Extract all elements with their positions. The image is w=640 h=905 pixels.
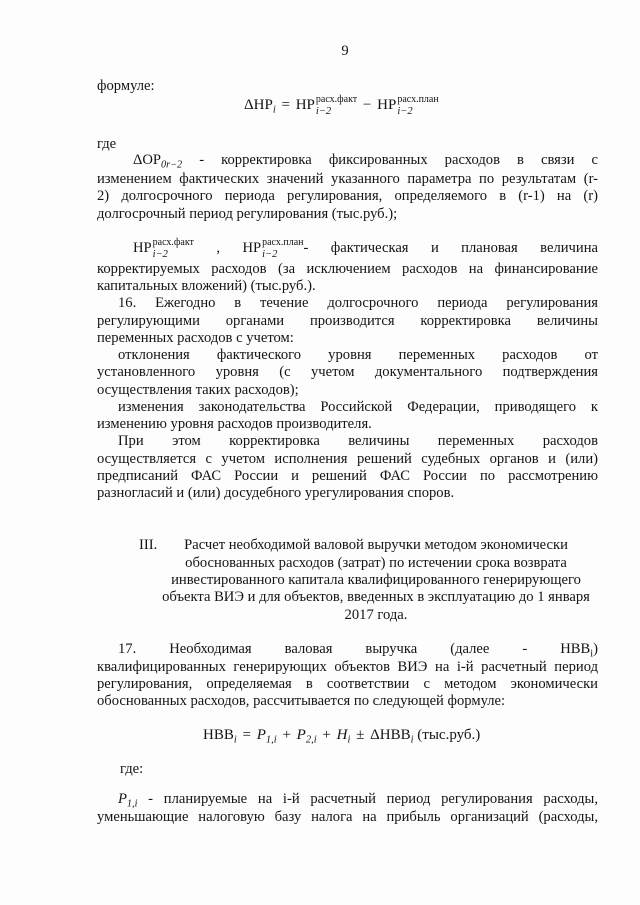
text-line: установленного уровня (с учетом документального подтверждения	[97, 364, 598, 380]
clause-text: 17. Необходимая валовая выручка (далее - НВВ	[118, 641, 591, 657]
formula-symbol: НР	[133, 240, 152, 256]
where-label: где:	[120, 761, 144, 777]
text-line	[133, 237, 598, 261]
text-line: 2) долгосрочного периода регулирования, определяемого в (r-1) на (r)	[97, 188, 598, 204]
heading-line: Расчет необходимой валовой выручки методом экономически	[184, 537, 568, 553]
formula-subscript: i−2	[262, 249, 278, 260]
formula-superscript: расх.план	[397, 94, 439, 105]
separator: ,	[216, 240, 221, 256]
text-line: квалифицированных генерирующих объектов ВИЭ на i-й расчетный период	[97, 659, 598, 675]
formula-subscript: i	[272, 104, 276, 116]
formula-subscript: i	[347, 734, 351, 746]
formula-symbol: ΔНР	[244, 97, 273, 113]
formula-symbol: Р	[256, 727, 266, 743]
text-line: регулирующими органами производится корректировка величины	[97, 313, 598, 329]
formula-symbol: ΔНВВ	[370, 727, 411, 743]
text-line: изменения законодательства Российской Федерации, приводящего к	[118, 399, 598, 415]
heading-line: обоснованных расходов (затрат) по истечении срока возврата	[185, 555, 567, 571]
formula-subscript: i−2	[397, 106, 413, 117]
heading-line: 2017 года.	[344, 607, 408, 623]
definition-text: - фактическая и плановая величина	[303, 240, 598, 256]
formula-superscript: расх.факт	[315, 94, 358, 105]
text-line: изменением фактических значений указанного параметра по результатам (r-	[97, 171, 598, 187]
formula-subscript: 2,i	[305, 734, 317, 746]
text-line: осуществления таких расходов);	[97, 382, 299, 398]
formula-operator: ±	[356, 727, 365, 743]
clause-text: )	[593, 641, 598, 657]
section-numeral: III.	[139, 537, 158, 553]
formula-subscript: i−2	[152, 249, 168, 260]
text-line	[118, 641, 598, 658]
formula-subscript: i	[233, 734, 237, 746]
text-line: переменных расходов с учетом:	[97, 330, 294, 346]
formula-index-stack	[262, 237, 303, 261]
formula-symbol: ΔОР	[133, 152, 162, 168]
formula-subscript: 1,i	[265, 734, 277, 746]
formula-superscript: расх.план	[262, 237, 304, 248]
text-line: капитальных вложений) (тыс.руб.).	[97, 278, 316, 294]
text-line: корректируемых расходов (за исключением расходов на финансирование	[97, 261, 598, 277]
formula-operator: =	[242, 727, 251, 743]
formula-symbol: НР	[295, 97, 315, 113]
formula-operator: −	[362, 97, 372, 113]
formula-operator: +	[322, 727, 331, 743]
formula-index-stack	[316, 94, 357, 118]
formula-operator: =	[281, 97, 290, 113]
definition-text: - планируемые на i-й расчетный период регулирования расходы,	[148, 791, 598, 807]
formula-unit: (тыс.руб.)	[417, 727, 481, 743]
heading-line: объекта ВИЭ и для объектов, введенных в эксплуатацию до 1 января	[162, 589, 590, 605]
text-line: отклонения фактического уровня переменных расходов от	[118, 347, 598, 363]
formula-subscript: 1,i	[126, 798, 138, 810]
text-line: обоснованных расходов, рассчитывается по следующей формуле:	[97, 693, 506, 709]
page-number: 9	[341, 43, 349, 59]
text-line	[133, 152, 598, 169]
text-line: долгосрочный период регулирования (тыс.руб.);	[97, 206, 398, 222]
text-line: 16. Ежегодно в течение долгосрочного периода регулирования	[118, 295, 598, 311]
formula-operator: +	[282, 727, 291, 743]
formula-delta-hr	[244, 94, 544, 118]
text-line: предписаний ФАС России и решений ФАС России по рассмотрению	[97, 468, 598, 484]
text-line: регулирования, определяемая в соответствии с методом экономически	[97, 676, 598, 692]
text-line: осуществляется с учетом исполнения решений судебных органов и (или)	[97, 451, 598, 467]
formula-index-stack	[397, 94, 438, 118]
text-line: разногласий и (или) досудебного урегулирования споров.	[97, 485, 455, 501]
definition-text: - корректировка фиксированных расходов в связи с	[199, 152, 598, 168]
formula-symbol: Р	[296, 727, 306, 743]
formula-subscript: 0r−2	[161, 159, 183, 171]
formula-symbol: Н	[336, 727, 348, 743]
formula-symbol: НР	[242, 240, 262, 256]
formula-subscript: i−2	[315, 106, 332, 117]
text-line: изменению уровня расходов производителя.	[97, 416, 372, 432]
formula-symbol: Р	[118, 791, 127, 807]
formula-superscript: расх.факт	[152, 237, 194, 248]
text-line: уменьшающие налоговую базу налога на прибыль организаций (расходы,	[97, 809, 598, 825]
formula-intro-text: формуле:	[97, 78, 155, 94]
formula-symbol: НР	[377, 97, 397, 113]
formula-subscript: i	[590, 648, 594, 660]
text-line	[118, 791, 598, 808]
where-label: где	[97, 136, 117, 152]
formula-subscript: i	[410, 734, 414, 746]
formula-index-stack	[153, 237, 194, 261]
formula-symbol: НВВ	[203, 727, 234, 743]
text-line: При этом корректировка величины переменных расходов	[118, 433, 598, 449]
heading-line: инвестированного капитала квалифицированного генерирующего	[171, 572, 581, 588]
formula-nvv	[203, 727, 533, 744]
